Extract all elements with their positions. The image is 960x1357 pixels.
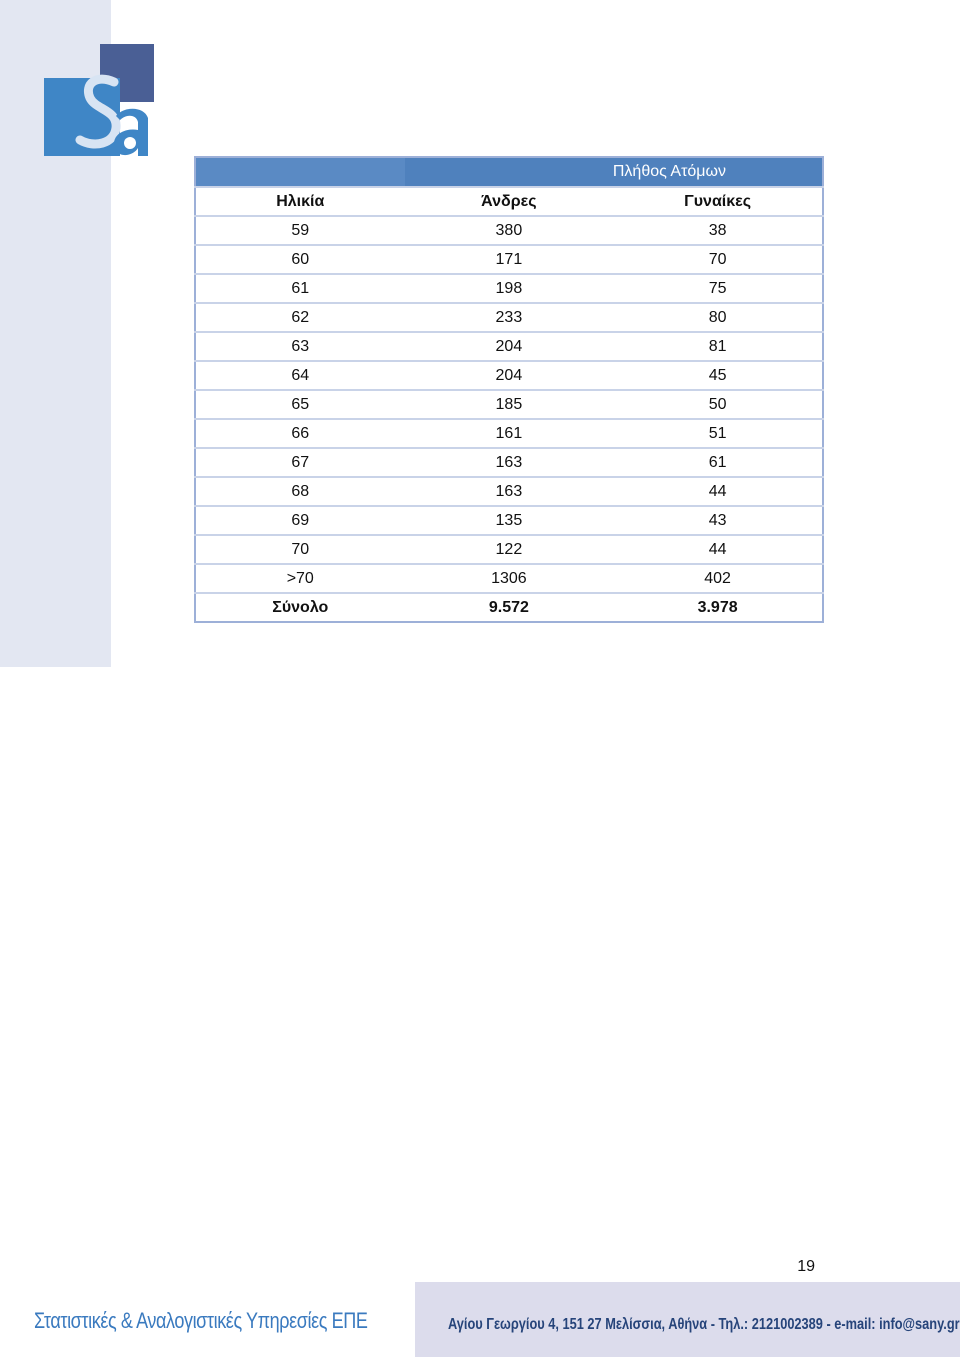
company-logo: [44, 44, 164, 158]
total-men: 9.572: [405, 593, 614, 622]
cell-women: 43: [613, 506, 823, 535]
table-row: [195, 390, 823, 419]
table-row: [195, 477, 823, 506]
cell-men: 198: [405, 274, 614, 303]
total-label: Σύνολο: [195, 593, 405, 622]
cell-men: 185: [405, 390, 614, 419]
cell-age: 67: [195, 448, 405, 477]
cell-men: 122: [405, 535, 614, 564]
table-row: [195, 274, 823, 303]
cell-age: 68: [195, 477, 405, 506]
cell-women: 70: [613, 245, 823, 274]
table-row: [195, 419, 823, 448]
total-row: [195, 593, 823, 622]
cell-women: 75: [613, 274, 823, 303]
column-header-men: Άνδρες: [405, 187, 614, 216]
table-row: [195, 506, 823, 535]
table-row: [195, 564, 823, 593]
cell-men: 135: [405, 506, 614, 535]
cell-age: 59: [195, 216, 405, 245]
cell-women: 50: [613, 390, 823, 419]
table-row: [195, 361, 823, 390]
table-row: [195, 303, 823, 332]
column-header-row: [195, 187, 823, 216]
cell-men: 204: [405, 332, 614, 361]
cell-men: 161: [405, 419, 614, 448]
table-row: [195, 448, 823, 477]
table-group-header: [195, 157, 823, 187]
population-table: [194, 156, 824, 623]
table-row: [195, 245, 823, 274]
cell-age: 66: [195, 419, 405, 448]
table-row: [195, 535, 823, 564]
table-row: [195, 332, 823, 361]
cell-women: 80: [613, 303, 823, 332]
footer-company-name: Στατιστικές & Αναλογιστικές Υπηρεσίες ΕΠΕ: [34, 1308, 368, 1333]
cell-women: 61: [613, 448, 823, 477]
cell-men: 163: [405, 448, 614, 477]
cell-men: 233: [405, 303, 614, 332]
cell-age: 70: [195, 535, 405, 564]
group-header-label: Πλήθος Ατόμων: [405, 157, 823, 187]
cell-men: 380: [405, 216, 614, 245]
cell-age: 69: [195, 506, 405, 535]
group-header-empty-cell: [195, 157, 405, 187]
cell-men: 1306: [405, 564, 614, 593]
cell-women: 38: [613, 216, 823, 245]
total-women: 3.978: [613, 593, 823, 622]
cell-age: 65: [195, 390, 405, 419]
cell-women: 44: [613, 477, 823, 506]
column-header-women: Γυναίκες: [613, 187, 823, 216]
cell-women: 81: [613, 332, 823, 361]
sa-logo-icon: [44, 44, 164, 158]
column-header-age: Ηλικία: [195, 187, 405, 216]
page-number: 19: [797, 1258, 815, 1275]
cell-age: 61: [195, 274, 405, 303]
cell-age: 62: [195, 303, 405, 332]
cell-men: 163: [405, 477, 614, 506]
cell-age: 64: [195, 361, 405, 390]
cell-age: 60: [195, 245, 405, 274]
cell-women: 402: [613, 564, 823, 593]
table-row: [195, 216, 823, 245]
cell-women: 51: [613, 419, 823, 448]
cell-men: 204: [405, 361, 614, 390]
cell-women: 45: [613, 361, 823, 390]
cell-women: 44: [613, 535, 823, 564]
footer-contact-info: Αγίου Γεωργίου 4, 151 27 Μελίσσια, Αθήνα - Τηλ.: 2121002389 - e-mail: info@sany.gr: [448, 1316, 960, 1333]
cell-men: 171: [405, 245, 614, 274]
cell-age: 63: [195, 332, 405, 361]
cell-age: >70: [195, 564, 405, 593]
